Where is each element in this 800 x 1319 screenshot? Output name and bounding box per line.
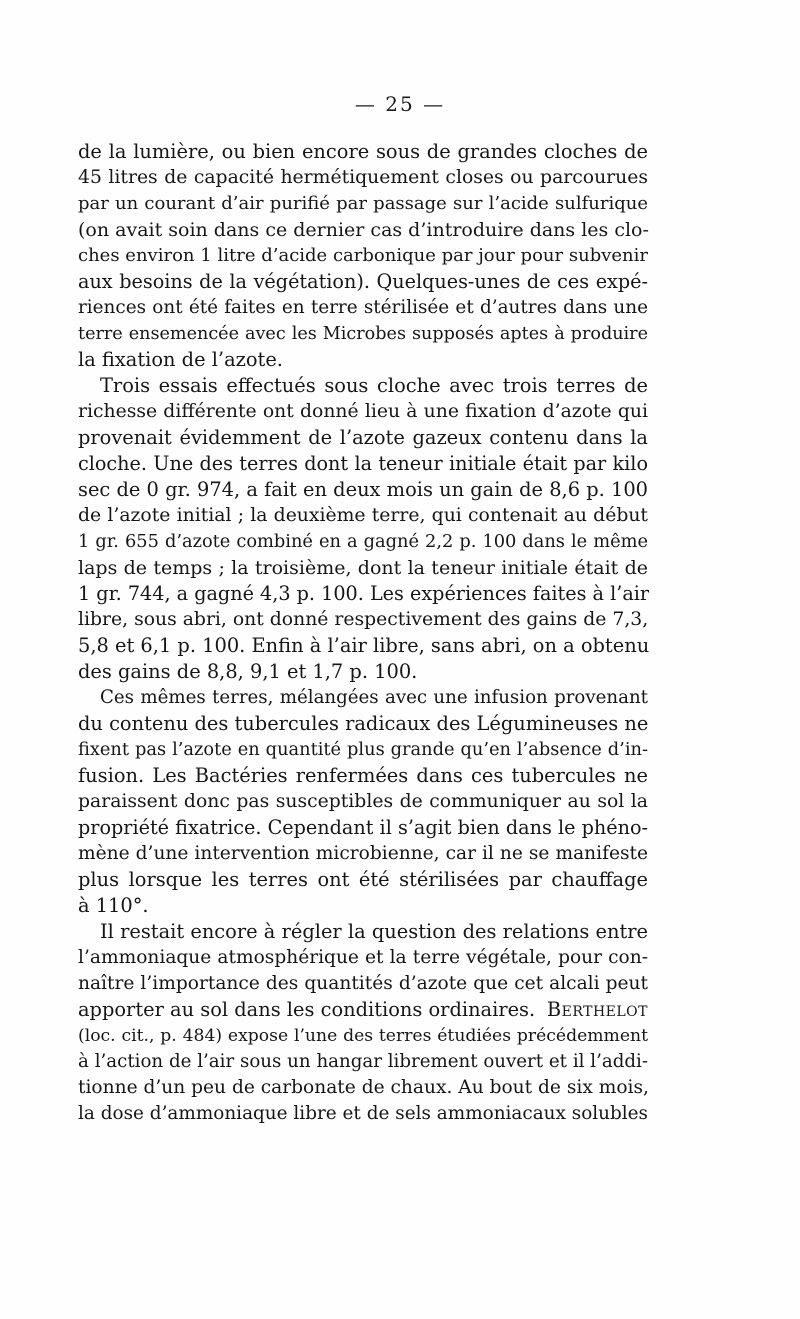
- text-line: (loc. cit., p. 484) expose l’une des terres étudiées précédemment: [78, 1026, 648, 1046]
- text-line: libre, sous abri, ont donné respectivement des gains de 7,3,: [78, 609, 649, 630]
- text-line: ches environ 1 litre d’acide carbonique par jour pour subvenir: [78, 245, 648, 266]
- text-line: richesse différente ont donné lieu à une fixation d’azote qui: [78, 401, 648, 422]
- text-line: plus lorsque les terres ont été stérilisées par chauffage: [78, 868, 648, 891]
- text-line: cloche. Une des terres dont la teneur initiale était par kilo: [78, 452, 648, 475]
- text-line: riences ont été faites en terre stérilisée et d’autres dans une: [78, 297, 648, 318]
- text-line: 5,8 et 6,1 p. 100. Enfin à l’air libre, sans abri, on a obtenu: [78, 634, 650, 657]
- text-line: à l’action de l’air sous un hangar librement ouvert et il l’addi-: [78, 1051, 648, 1072]
- text-line: la fixation de l’azote.: [78, 348, 283, 371]
- text-line: terre ensemencée avec les Microbes supposés aptes à produire: [78, 324, 648, 344]
- text-line: tionne d’un peu de carbonate de chaux. Au bout de six mois,: [78, 1077, 649, 1098]
- text-line: aux besoins de la végétation). Quelques-unes de ces expé-: [78, 270, 648, 293]
- text-line: de l’azote initial ; la deuxième terre, qui contenait au début: [78, 505, 648, 526]
- text-line: de la lumière, ou bien encore sous de grandes cloches de: [78, 140, 648, 163]
- text-line: (on avait soin dans ce dernier cas d’introduire dans les clo-: [78, 219, 649, 241]
- paragraph-start-line: Ces mêmes terres, mélangées avec une infusion provenant: [100, 687, 648, 708]
- text-line: 45 litres de capacité hermétiquement closes ou parcourues: [78, 167, 648, 188]
- page-number: — 25 —: [354, 92, 446, 116]
- text-line: 1 gr. 744, a gagné 4,3 p. 100. Les expériences faites à l’air: [78, 582, 650, 605]
- text-line: mène d’une intervention microbienne, car il ne se manifeste: [78, 843, 648, 864]
- text-line: à 110°.: [78, 894, 149, 917]
- text-line: fusion. Les Bactéries renfermées dans ces tubercules ne: [78, 764, 648, 787]
- text-line: paraissent donc pas susceptibles de communiquer au sol la: [78, 791, 648, 812]
- text-line: provenait évidemment de l’azote gazeux contenu dans la: [78, 426, 648, 449]
- paragraph-start-line: Il restait encore à régler la question des relations entre: [100, 920, 648, 943]
- text-line: l’ammoniaque atmosphérique et la terre végétale, pour con-: [78, 947, 648, 968]
- text-line: 1 gr. 655 d’azote combiné en a gagné 2,2 p. 100 dans le même: [78, 531, 648, 552]
- text-line: des gains de 8,8, 9,1 et 1,7 p. 100.: [78, 660, 418, 683]
- text-line: par un courant d’air purifié par passage sur l’acide sulfurique: [78, 193, 648, 214]
- text-line: fixent pas l’azote en quantité plus grande qu’en l’absence d’in-: [78, 739, 648, 760]
- text-line: laps de temps ; la troisième, dont la teneur initiale était de: [78, 557, 648, 579]
- text-line: sec de 0 gr. 974, a fait en deux mois un gain de 8,6 p. 100: [78, 478, 648, 501]
- author-name: Berthelot: [546, 998, 648, 1021]
- text-line: naître l’importance des quantités d’azote que cet alcali peut: [78, 973, 648, 994]
- paragraph-start-line: Trois essais effectués sous cloche avec trois terres de: [100, 374, 648, 397]
- text-line: la dose d’ammoniaque libre et de sels ammoniacaux solubles: [78, 1103, 648, 1124]
- text-line: propriété fixatrice. Cependant il s’agit bien dans le phéno-: [78, 816, 648, 839]
- text-line: du contenu des tubercules radicaux des Légumineuses ne: [78, 712, 649, 735]
- text-span: apporter au sol dans les conditions ordinaires.: [78, 998, 536, 1021]
